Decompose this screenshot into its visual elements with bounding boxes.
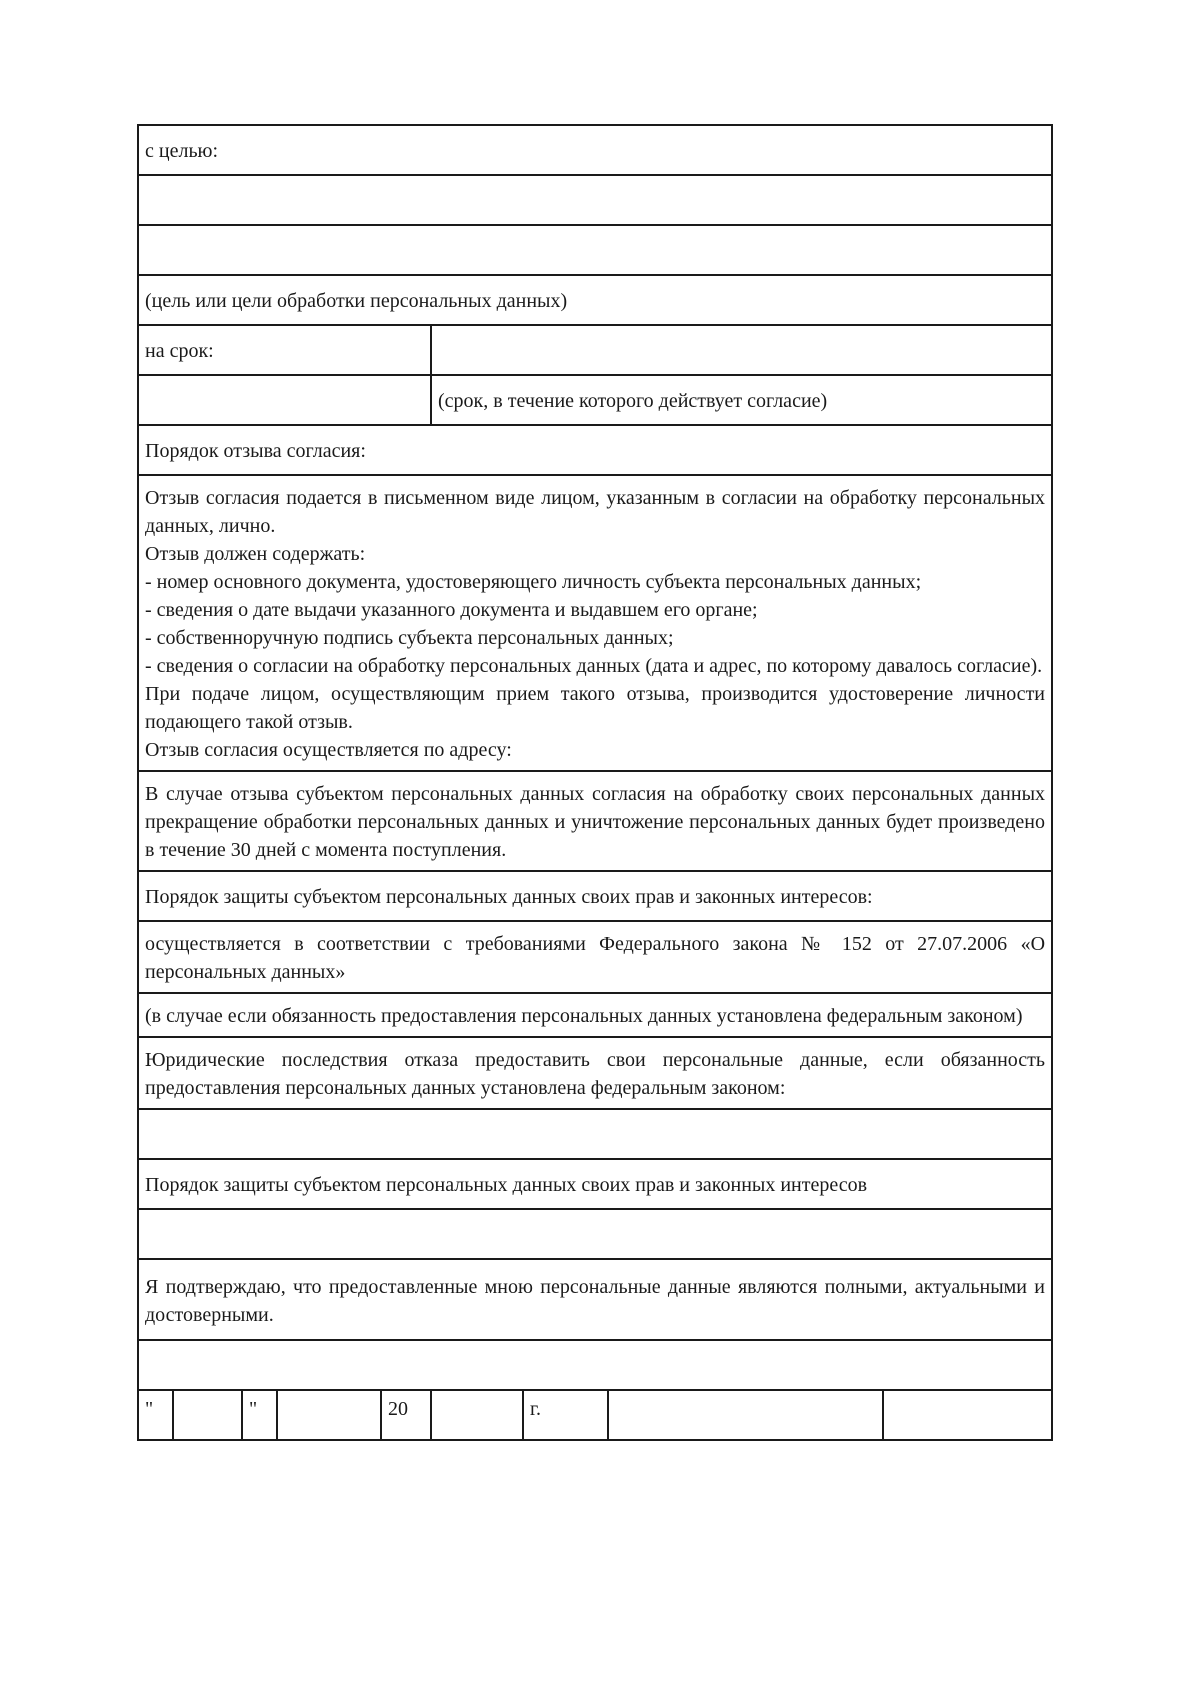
term-blank [138, 375, 431, 425]
date-year-prefix: 20 [381, 1390, 431, 1440]
revocation-procedure [138, 475, 1052, 771]
protection-heading: Порядок защиты субъектом персональных данных своих прав и законных интересов: [138, 871, 1052, 921]
purpose-label: с целью: [138, 125, 1052, 175]
term-label: на срок: [138, 325, 431, 375]
revocation-item: - собственноручную подпись субъекта персональных данных; [145, 627, 674, 649]
revocation-address: Отзыв согласия осуществляется по адресу: [145, 739, 512, 761]
consent-table [137, 124, 1053, 1441]
revocation-item: - номер основного документа, удостоверяющего личность субъекта персональных данных; [145, 571, 922, 593]
term-hint: (срок, в течение которого действует согласие) [431, 375, 1052, 425]
revocation-identity: При подаче лицом, осуществляющим прием такого отзыва, производится удостоверение личности подающего такой отзыв. [145, 683, 1046, 733]
revocation-heading: Порядок отзыва согласия: [138, 425, 1052, 475]
confirmation-text: Я подтверждаю, что предоставленные мною персональные данные являются полными, актуальными и достоверными. [138, 1259, 1052, 1340]
protection-field[interactable] [138, 1209, 1052, 1259]
date-year-field[interactable] [431, 1390, 523, 1440]
term-field[interactable] [431, 325, 1052, 375]
date-signature-row [138, 1390, 1052, 1440]
date-day-field[interactable] [173, 1390, 242, 1440]
mandatory-note: (в случае если обязанность предоставления персональных данных установлена федеральным законом) [138, 993, 1052, 1037]
revocation-item: - сведения о дате выдачи указанного документа и выдавшем его органе; [145, 599, 758, 621]
purpose-field-1[interactable] [138, 175, 1052, 225]
date-quote-open: " [138, 1390, 173, 1440]
protection-heading-2: Порядок защиты субъектом персональных данных своих прав и законных интересов [138, 1159, 1052, 1209]
revocation-effect: В случае отзыва субъектом персональных данных согласия на обработку своих персональных данных прекращение обработки персональных данных и уничтожение персональных данных будет произведено в течение 30 дней с момента поступления. [138, 771, 1052, 871]
date-year-suffix: г. [523, 1390, 608, 1440]
revocation-intro: Отзыв согласия подается в письменном виде лицом, указанным в согласии на обработку персональных данных, лично. [145, 487, 1046, 537]
revocation-must-contain: Отзыв должен содержать: [145, 543, 366, 565]
date-quote-close: " [242, 1390, 277, 1440]
confirmation-field[interactable] [138, 1340, 1052, 1390]
revocation-item: - сведения о согласии на обработку персональных данных (дата и адрес, по которому давалось согласие). [145, 655, 1043, 677]
legal-consequences-field[interactable] [138, 1109, 1052, 1159]
signature-field[interactable] [608, 1390, 883, 1440]
purpose-field-2[interactable] [138, 225, 1052, 275]
purpose-hint: (цель или цели обработки персональных данных) [138, 275, 1052, 325]
signature-name-field[interactable] [883, 1390, 1052, 1440]
date-month-field[interactable] [277, 1390, 381, 1440]
protection-text: осуществляется в соответствии с требованиями Федерального закона № 152 от 27.07.2006 «О персональных данных» [138, 921, 1052, 993]
consent-form [137, 124, 1051, 1441]
legal-consequences: Юридические последствия отказа предоставить свои персональные данные, если обязанность предоставления персональных данных установлена федеральным законом: [138, 1037, 1052, 1109]
